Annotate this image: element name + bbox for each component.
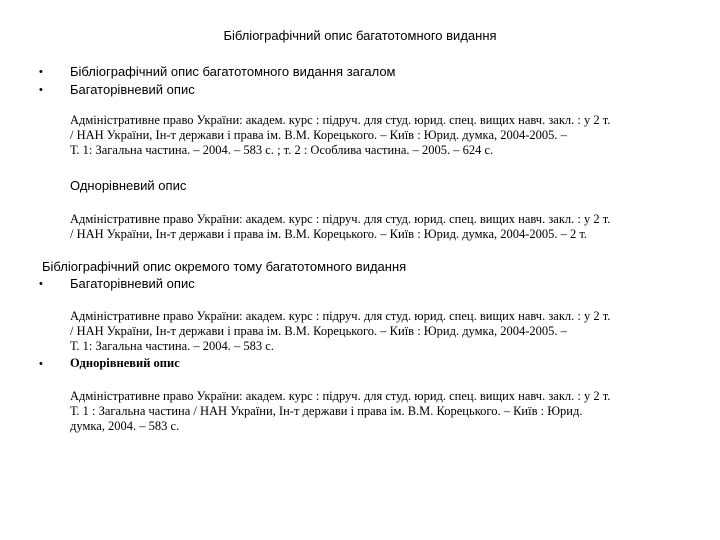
citation-line: Т. 1: Загальна частина. – 2004. – 583 с. ; т. 2 : Особлива частина. – 2005. – 624 с. — [70, 143, 494, 157]
bullet: • — [39, 84, 43, 96]
citation-multilevel-volume — [70, 309, 690, 354]
citation-line: / НАН України, Ін-т держави і права ім. В.М. Корецького. – Київ : Юрид. думка, 2004-2005. – — [70, 324, 567, 338]
citation-line: Адміністративне право України: академ. курс : підруч. для студ. юрид. спец. вищих навч. закл. : у 2 т. — [70, 212, 611, 226]
list-item: Багаторівневий опис — [70, 82, 195, 97]
list-item: Багаторівневий опис — [70, 276, 195, 291]
list-item: Однорівневий опис — [70, 356, 180, 370]
bullet: • — [39, 358, 43, 370]
page-title: Бібліографічний опис багатотомного видання — [223, 28, 497, 43]
list-item: Бібліографічний опис багатотомного видання загалом — [70, 64, 396, 79]
section-heading: Бібліографічний опис окремого тому багатотомного видання — [42, 259, 407, 274]
citation-line: думка, 2004. – 583 с. — [70, 419, 180, 433]
citation-line: Адміністративне право України: академ. курс : підруч. для студ. юрид. спец. вищих навч. закл. : у 2 т. — [70, 113, 611, 127]
citation-line: Т. 1: Загальна частина. – 2004. – 583 с. — [70, 339, 274, 353]
subheading-single-level: Однорівневий опис — [70, 178, 187, 193]
citation-line: Адміністративне право України: академ. курс : підруч. для студ. юрид. спец. вищих навч. закл. : у 2 т. — [70, 389, 611, 403]
citation-line: / НАН України, Ін-т держави і права ім. В.М. Корецького. – Київ : Юрид. думка, 2004-2005. – 2 т. — [70, 227, 588, 241]
citation-multilevel-whole — [70, 113, 690, 158]
bullet: • — [39, 278, 43, 290]
citation-line: Т. 1 : Загальна частина / НАН України, Ін-т держави і права ім. В.М. Корецького. – Київ : Юрид. — [70, 404, 583, 418]
citation-single-level-whole — [70, 212, 690, 242]
citation-line: Адміністративне право України: академ. курс : підруч. для студ. юрид. спец. вищих навч. закл. : у 2 т. — [70, 309, 611, 323]
citation-line: / НАН України, Ін-т держави і права ім. В.М. Корецького. – Київ : Юрид. думка, 2004-2005. – — [70, 128, 567, 142]
citation-single-level-volume — [70, 389, 690, 434]
bullet: • — [39, 66, 43, 78]
